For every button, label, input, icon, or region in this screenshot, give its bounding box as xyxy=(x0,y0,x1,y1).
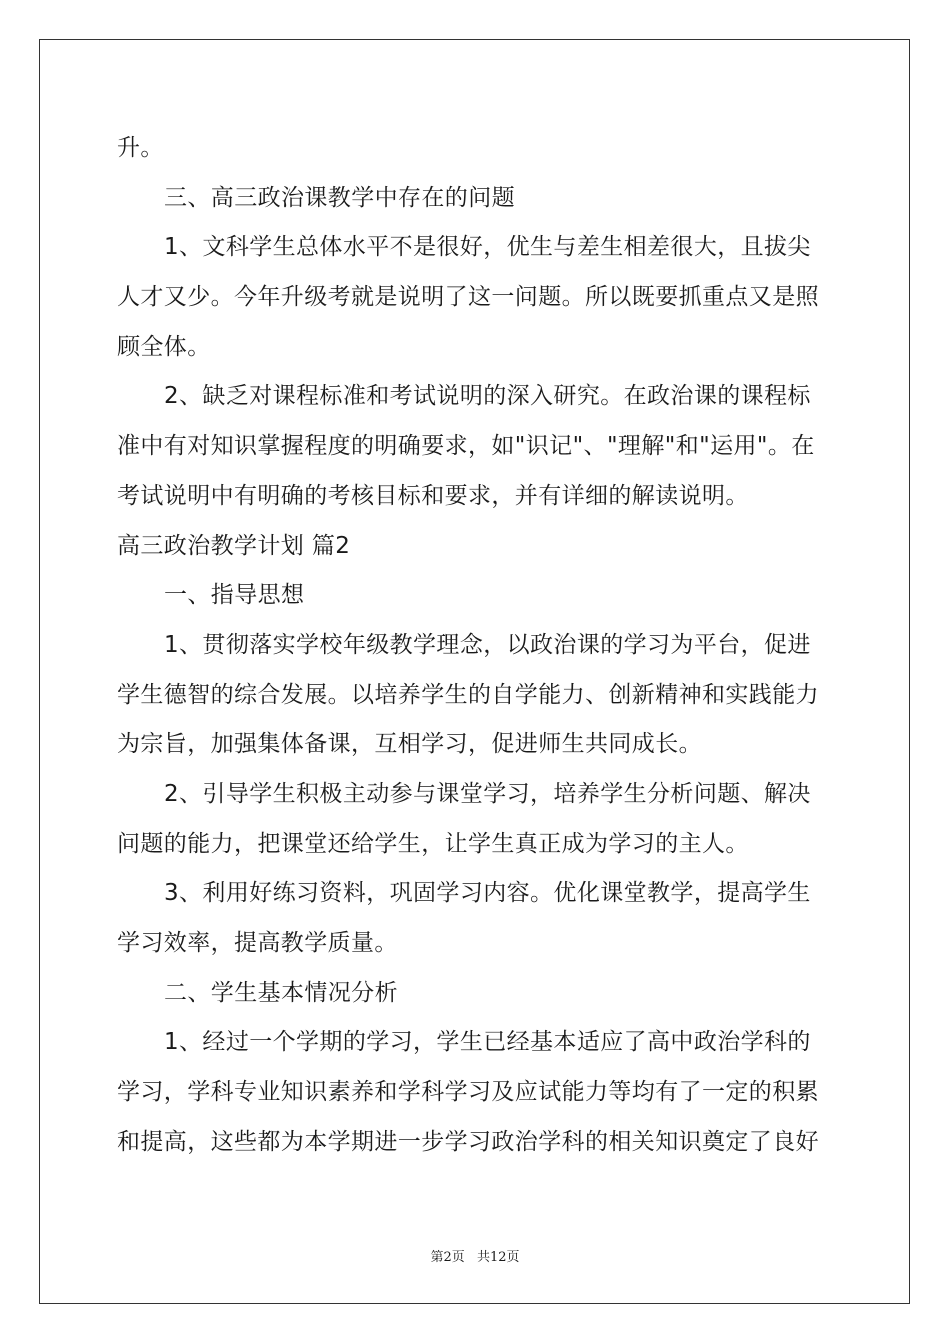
text-line: 学习效率，提高教学质量。 xyxy=(117,930,398,956)
text-line: 和提高，这些都为本学期进一步学习政治学科的相关知识奠定了良好 xyxy=(117,1128,819,1155)
page-number: 第2页 xyxy=(430,1250,465,1265)
text-line: 升。 xyxy=(117,135,164,161)
section-heading: 三、高三政治课教学中存在的问题 xyxy=(164,184,515,211)
text-line: 顾全体。 xyxy=(117,333,211,360)
text-line: 问题的能力，把课堂还给学生，让学生真正成为学习的主人。 xyxy=(117,830,749,857)
section-heading: 二、学生基本情况分析 xyxy=(164,979,398,1006)
document-body xyxy=(117,124,833,1167)
text-line: 1、文科学生总体水平不是很好，优生与差生相差很大，且拔尖 xyxy=(164,234,811,261)
text-line: 学习，学科专业知识素养和学科学习及应试能力等均有了一定的积累 xyxy=(117,1079,819,1106)
page-footer xyxy=(0,1246,950,1265)
text-line: 考试说明中有明确的考核目标和要求，并有详细的解读说明。 xyxy=(117,482,749,509)
text-line: 为宗旨，加强集体备课，互相学习，促进师生共同成长。 xyxy=(117,731,702,758)
section-heading: 一、指导思想 xyxy=(164,582,305,609)
document-title: 高三政治教学计划 篇2 xyxy=(117,532,351,559)
text-line: 人才又少。今年升级考就是说明了这一问题。所以既要抓重点又是照 xyxy=(117,284,819,311)
text-line: 2、引导学生积极主动参与课堂学习，培养学生分析问题、解决 xyxy=(164,780,811,807)
text-line: 学生德智的综合发展。以培养学生的自学能力、创新精神和实践能力 xyxy=(117,681,819,708)
page-total: 共12页 xyxy=(476,1250,520,1265)
text-line: 1、经过一个学期的学习，学生已经基本适应了高中政治学科的 xyxy=(164,1029,811,1056)
text-line: 2、缺乏对课程标准和考试说明的深入研究。在政治课的课程标 xyxy=(164,383,811,410)
text-line: 1、贯彻落实学校年级教学理念，以政治课的学习为平台，促进 xyxy=(164,631,811,658)
text-line: 3、利用好练习资料，巩固学习内容。优化课堂教学，提高学生 xyxy=(164,880,811,907)
text-line: 准中有对知识掌握程度的明确要求，如"识记"、"理解"和"运用"。在 xyxy=(117,433,815,460)
